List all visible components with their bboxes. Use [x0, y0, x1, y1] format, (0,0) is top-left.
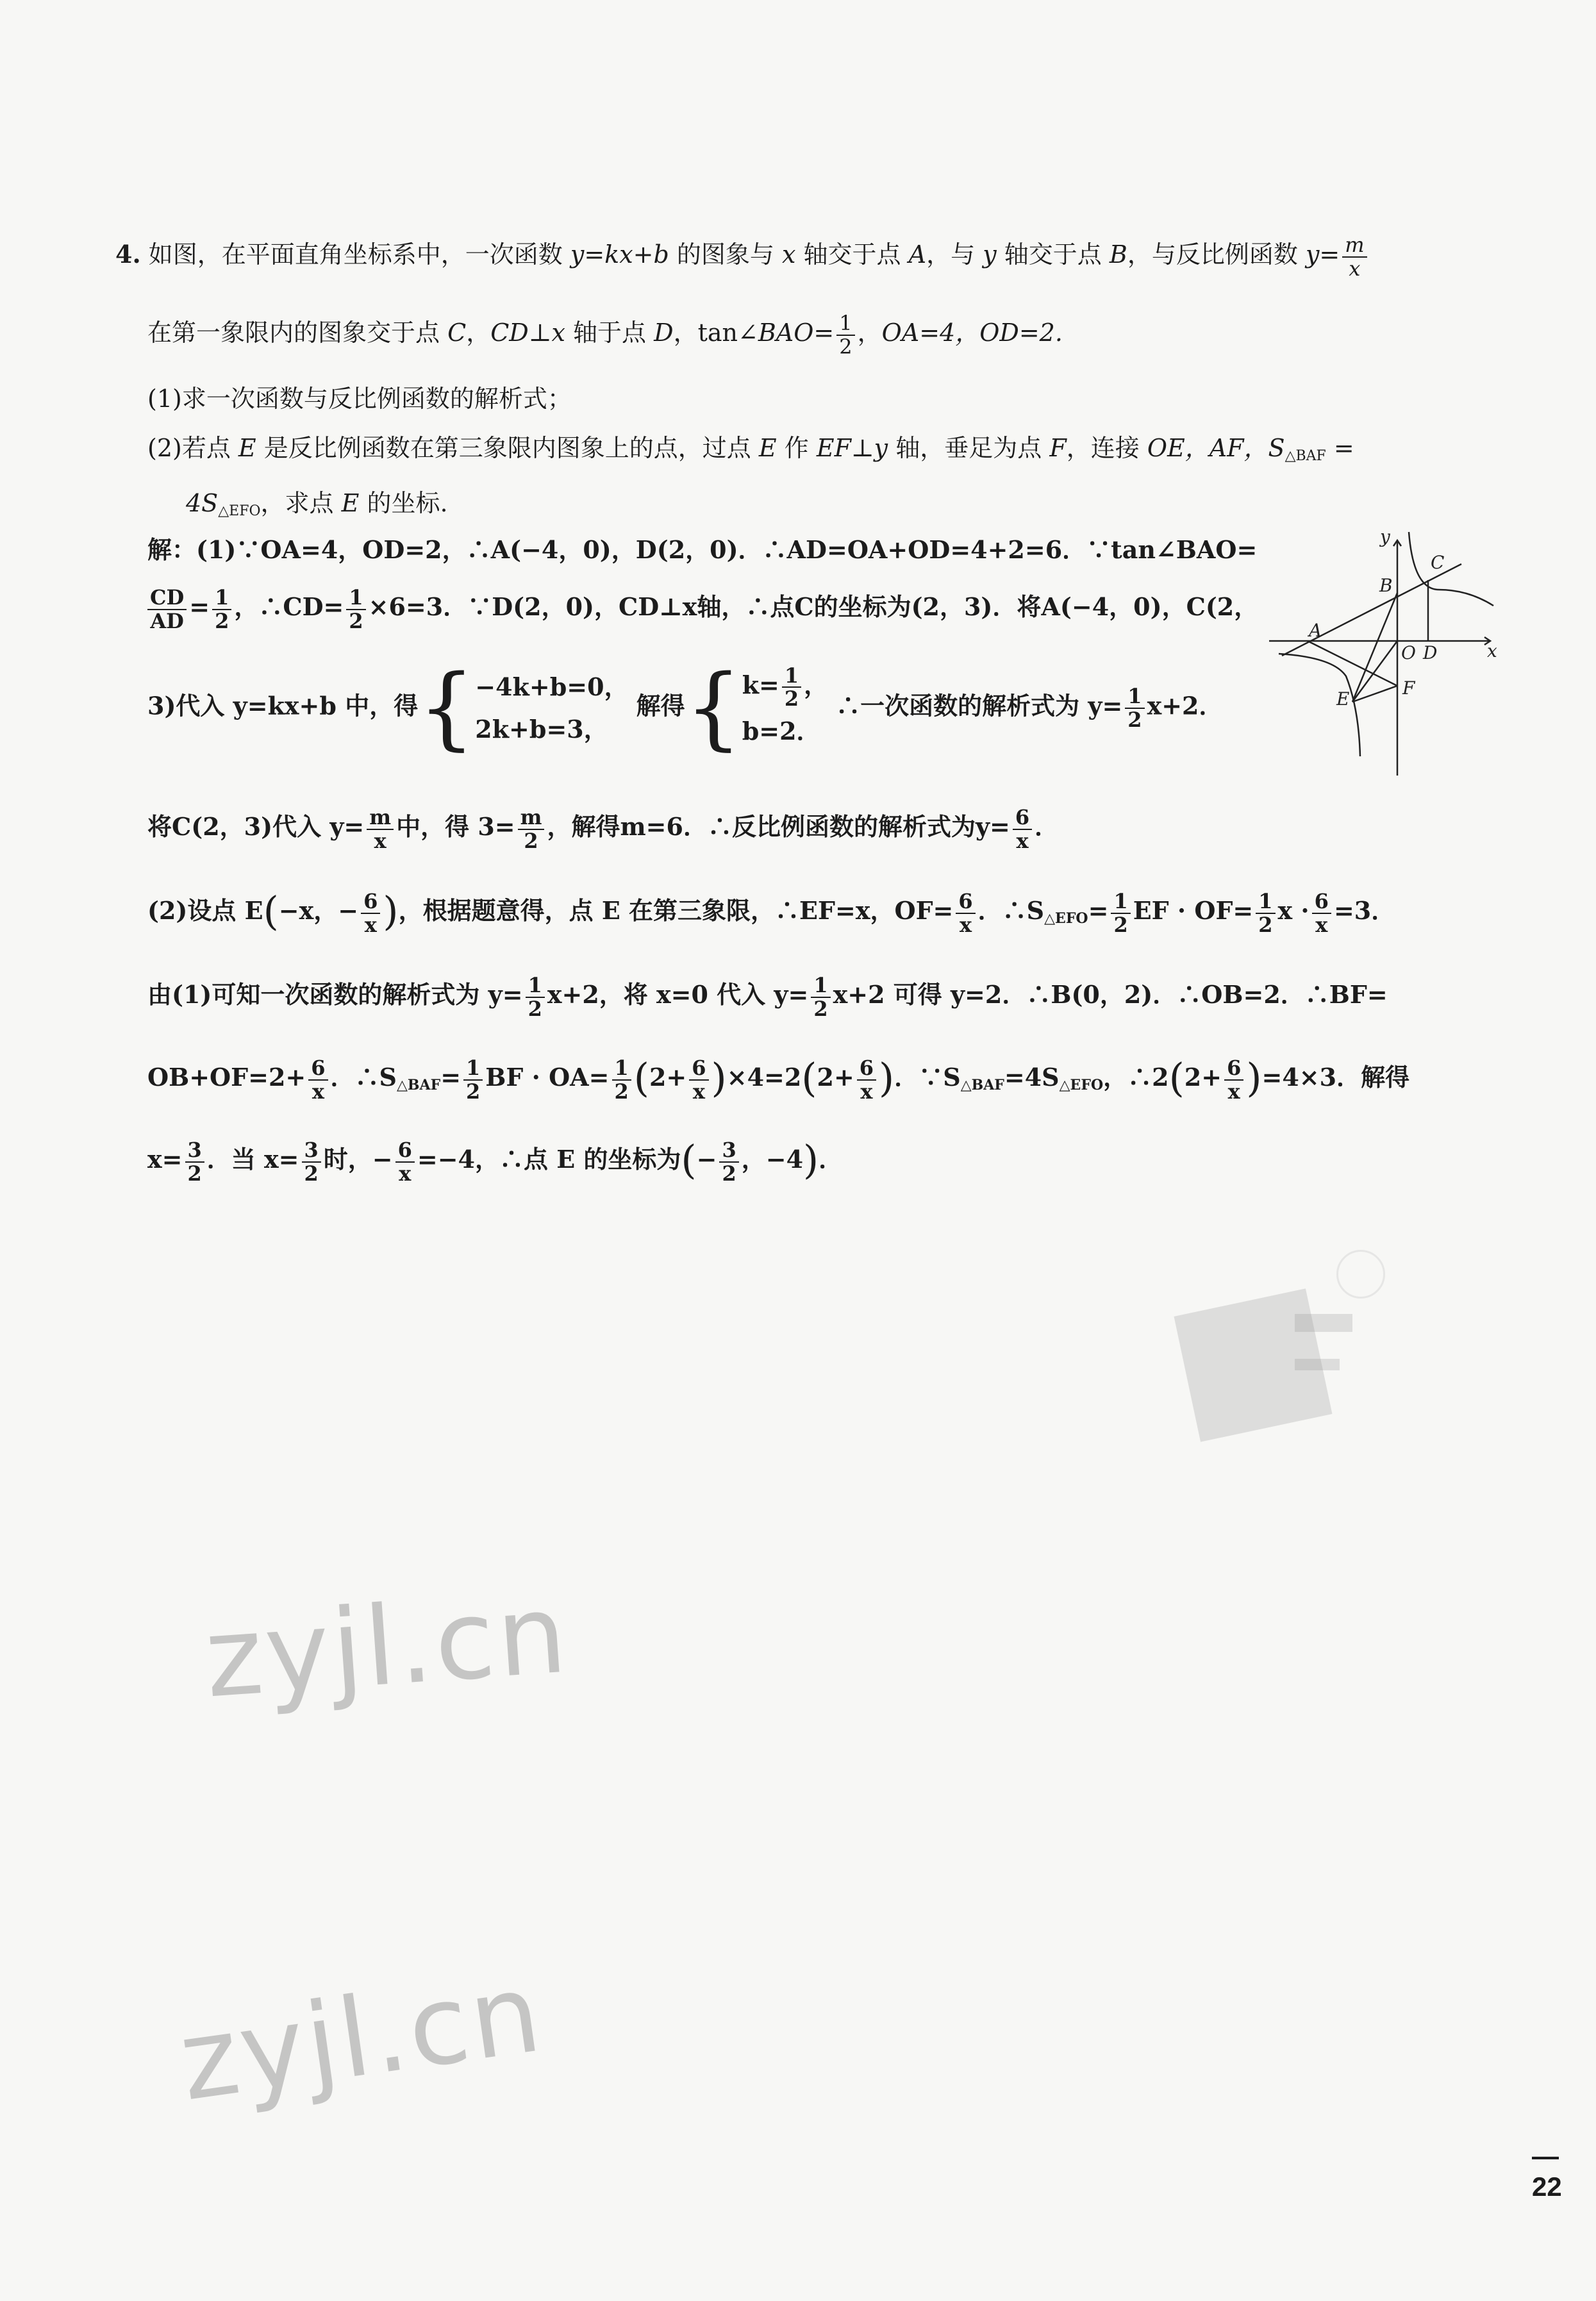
- subscript: △EFO: [218, 503, 261, 519]
- numerator: CD: [147, 586, 187, 610]
- fraction: [612, 1057, 631, 1102]
- equation: 2k+b=3，: [475, 715, 608, 743]
- text: ．∵S: [894, 1063, 961, 1092]
- paren: ): [711, 1054, 727, 1101]
- label-x: x: [1487, 640, 1497, 661]
- numerator: 6: [1224, 1057, 1243, 1081]
- denominator: 2: [1127, 708, 1142, 732]
- solution-line-2: [147, 586, 1258, 632]
- solution-line-8: x= $\frac{3}{2}$ ．当 x= $\frac{3}{2}$ 时，− $\frac{6}{x}$ =−4，∴点 E 的坐标为(− $\frac{3}{2}$ ，−4)．: [147, 1136, 844, 1186]
- paren: (: [801, 1054, 817, 1101]
- fraction: [1111, 890, 1130, 936]
- denominator: 2: [466, 1079, 481, 1104]
- subscript: △EFO: [1059, 1077, 1104, 1093]
- paren: ): [1246, 1054, 1262, 1101]
- math: y=kx+b: [570, 240, 669, 269]
- text: EF · OF=: [1133, 896, 1254, 925]
- equation: k= $\frac{1}{2}$ ，: [742, 663, 829, 711]
- equation: −4k+b=0，: [475, 672, 629, 701]
- solution-system: [742, 664, 828, 753]
- label-b: B: [1379, 575, 1393, 596]
- denominator: x: [1315, 912, 1328, 937]
- denominator: 2: [187, 1161, 202, 1186]
- math: x: [551, 319, 565, 347]
- numerator: m: [1342, 234, 1367, 258]
- math: OA=4，OD=2.: [881, 319, 1063, 347]
- text: −x，−: [278, 896, 359, 925]
- math: y=: [1305, 240, 1340, 269]
- denominator: 2: [524, 828, 538, 853]
- denominator: 2: [1258, 912, 1273, 937]
- solution-line-3: [147, 656, 1224, 760]
- fraction: [782, 665, 801, 710]
- coordinate-figure: [1269, 529, 1500, 779]
- text: =: [1088, 896, 1109, 925]
- fraction: [212, 586, 231, 632]
- numerator: 3: [185, 1139, 204, 1163]
- text: ，−4: [741, 1145, 804, 1174]
- subscript: △BAF: [960, 1077, 1004, 1093]
- text: 由(1)可知一次函数的解析式为 y=: [147, 980, 523, 1009]
- segment-be: [1352, 593, 1397, 702]
- fraction: [185, 1139, 204, 1184]
- scan-smudge: [1295, 1359, 1340, 1370]
- text: =3．: [1333, 896, 1396, 925]
- equation-system: [475, 666, 628, 751]
- text: x+2．: [1147, 691, 1224, 720]
- text: 轴交于点: [1004, 240, 1102, 269]
- text: ，解得m=6．∴反比例函数的解析式为y=: [547, 812, 1010, 842]
- fraction: [956, 890, 975, 936]
- question-1: [147, 385, 572, 414]
- text: =: [189, 592, 210, 622]
- denominator: 2: [722, 1161, 736, 1186]
- fraction: [857, 1057, 876, 1102]
- paren: (: [263, 888, 279, 935]
- text: 在第一象限内的图象交于点: [147, 319, 440, 347]
- numerator: m: [518, 806, 545, 830]
- math: E: [758, 434, 777, 462]
- numerator: 1: [836, 312, 854, 336]
- text: 轴于点: [573, 319, 647, 347]
- text: ×4=2: [726, 1063, 802, 1092]
- page-number: — 22: [1532, 2141, 1562, 2202]
- fraction: [463, 1057, 483, 1102]
- watermark: zyjl.cn: [172, 1949, 551, 2126]
- equation: b=2．: [742, 716, 821, 745]
- denominator: x: [312, 1079, 324, 1104]
- text: ，根据题意得，点 E 在第三象限，∴EF=x，OF=: [398, 896, 954, 925]
- label-y: y: [1380, 529, 1390, 547]
- fraction: [1342, 234, 1367, 279]
- denominator: x: [374, 828, 387, 853]
- text: ∴一次函数的解析式为 y=: [836, 691, 1123, 720]
- denominator: 2: [304, 1161, 319, 1186]
- fraction: [719, 1139, 738, 1184]
- solution-line-4: [147, 806, 1059, 852]
- denominator: x: [364, 912, 377, 937]
- denominator: 2: [839, 334, 852, 359]
- text: x=: [147, 1145, 183, 1174]
- numerator: 1: [782, 665, 801, 688]
- text: 中，得 3=: [396, 812, 515, 842]
- numerator: 6: [1013, 806, 1032, 830]
- question-2-line-1: [147, 434, 1354, 465]
- fraction: [836, 312, 854, 358]
- math: BAO: [758, 319, 814, 347]
- numerator: 1: [1256, 890, 1275, 914]
- text: =−4，∴点 E 的坐标为: [417, 1145, 681, 1174]
- text: 3)代入 y=kx+b 中，得: [147, 691, 419, 720]
- denominator: 2: [349, 608, 363, 633]
- text: BF · OA=: [485, 1063, 610, 1092]
- scan-smudge: [1295, 1314, 1352, 1332]
- paren: ): [383, 888, 399, 935]
- label-f: F: [1402, 677, 1415, 699]
- text: 如图，在平面直角坐标系中，一次函数: [148, 240, 563, 269]
- fraction: [302, 1139, 321, 1184]
- math: x: [782, 240, 796, 269]
- text: ，连接: [1066, 434, 1140, 462]
- numerator: m: [367, 806, 394, 830]
- math: C: [447, 319, 467, 347]
- denominator: x: [399, 1161, 411, 1186]
- text: k=: [742, 670, 779, 699]
- text: ，∴2: [1103, 1063, 1169, 1092]
- denominator: AD: [150, 608, 184, 633]
- numerator: 1: [1125, 685, 1144, 709]
- label-a: A: [1309, 620, 1322, 641]
- math: E: [341, 489, 360, 517]
- math: EF⊥: [816, 434, 874, 462]
- text: (2)设点 E: [147, 896, 263, 925]
- numerator: 6: [956, 890, 975, 914]
- math: CD⊥: [490, 319, 552, 347]
- text: (2)若点: [147, 434, 231, 462]
- segment-af: [1308, 641, 1397, 686]
- denominator: 2: [528, 996, 542, 1021]
- numerator: 6: [308, 1057, 328, 1081]
- numerator: 6: [1312, 890, 1331, 914]
- fraction: [1312, 890, 1331, 936]
- fraction: [1224, 1057, 1243, 1102]
- denominator: x: [1349, 256, 1361, 281]
- fraction: [811, 974, 830, 1020]
- solution-line-5: [147, 888, 1395, 936]
- denominator: x: [860, 1079, 873, 1104]
- math: OE，AF，S: [1147, 434, 1285, 462]
- math: B: [1109, 240, 1127, 269]
- math: D: [654, 319, 674, 347]
- text: =4×3．解得: [1261, 1063, 1410, 1092]
- segment-oe: [1352, 641, 1397, 702]
- problem-number: 4.: [115, 240, 141, 269]
- fraction: [395, 1139, 415, 1184]
- text: =: [813, 319, 835, 347]
- fraction: [689, 1057, 708, 1102]
- scan-smudge: [1336, 1250, 1385, 1299]
- denominator: x: [1227, 1079, 1240, 1104]
- numerator: 1: [1111, 890, 1130, 914]
- solution-line-7: [147, 1054, 1409, 1102]
- fraction: [1125, 685, 1144, 731]
- text: 2+: [817, 1063, 854, 1092]
- math: F: [1049, 434, 1067, 462]
- text: OB+OF=2+: [147, 1063, 306, 1092]
- math: 4S: [186, 489, 219, 517]
- math: y: [983, 240, 997, 269]
- text: ．∴S: [977, 896, 1045, 925]
- fraction: [367, 806, 394, 852]
- text: 将C(2，3)代入 y=: [147, 812, 365, 842]
- paren: (: [681, 1136, 697, 1183]
- label-d: D: [1423, 642, 1438, 663]
- text: 作: [784, 434, 809, 462]
- text: x+2，将 x=0 代入 y=: [547, 980, 809, 1009]
- denominator: x: [692, 1079, 705, 1104]
- numerator: 1: [612, 1057, 631, 1081]
- math: E: [238, 434, 256, 462]
- text: 解：(1)∵OA=4，OD=2，∴A(−4，0)，D(2，0)．∴AD=OA+OD=4+2=6．∵tan∠BAO=: [147, 535, 1258, 564]
- numerator: 1: [811, 974, 830, 998]
- paren: (: [1168, 1054, 1185, 1101]
- solution-line-1: [147, 535, 1257, 565]
- denominator: 2: [784, 686, 799, 711]
- text: ，: [466, 319, 491, 347]
- solution-line-6: [147, 974, 1388, 1020]
- text: ．: [1035, 812, 1060, 842]
- text: −: [696, 1145, 717, 1174]
- fraction: [361, 890, 380, 936]
- fraction: [1256, 890, 1275, 936]
- problem-line-1: [115, 234, 1370, 279]
- text: ，∴CD=: [234, 592, 344, 622]
- denominator: 2: [1113, 912, 1128, 937]
- text: 时，−: [323, 1145, 393, 1174]
- text: =4S: [1004, 1063, 1060, 1092]
- text: (1)求一次函数与反比例函数的解析式；: [147, 385, 572, 413]
- paren: ): [803, 1136, 819, 1183]
- text: 是反比例函数在第三象限内图象上的点，过点: [263, 434, 751, 462]
- numerator: 3: [302, 1139, 321, 1163]
- math: A: [908, 240, 927, 269]
- text: ，与反比例函数: [1127, 240, 1298, 269]
- subscript: △BAF: [396, 1077, 441, 1093]
- numerator: 1: [526, 974, 545, 998]
- numerator: 3: [719, 1139, 738, 1163]
- numerator: 6: [857, 1057, 876, 1081]
- label-o: O: [1401, 642, 1416, 663]
- text: ，与: [926, 240, 976, 269]
- fraction: [1013, 806, 1032, 852]
- denominator: x: [960, 912, 972, 937]
- denominator: x: [1016, 828, 1029, 853]
- subscript: △EFO: [1044, 910, 1088, 927]
- problem-line-2: [147, 312, 1063, 358]
- text: ，tan∠: [673, 319, 758, 347]
- question-2-line-2: [186, 489, 448, 520]
- text: 解得: [636, 691, 685, 720]
- denominator: 2: [614, 1079, 629, 1104]
- numerator: 6: [361, 890, 380, 914]
- text: =: [1326, 434, 1354, 462]
- numerator: 6: [689, 1057, 708, 1081]
- text: ．∴S: [330, 1063, 397, 1092]
- subscript: △BAF: [1284, 448, 1326, 464]
- label-e: E: [1336, 688, 1350, 710]
- paren: ): [879, 1054, 895, 1101]
- text: x+2 可得 y=2．∴B(0，2)．∴OB=2．∴BF=: [833, 980, 1388, 1009]
- numerator: 1: [212, 586, 231, 610]
- text: 轴交于点: [803, 240, 901, 269]
- fraction: [147, 586, 187, 632]
- denominator: 2: [215, 608, 229, 633]
- text: ，求点: [260, 489, 334, 517]
- text: =: [440, 1063, 461, 1092]
- text: ．当 x=: [206, 1145, 299, 1174]
- text: 2+: [649, 1063, 687, 1092]
- fraction: [308, 1057, 328, 1102]
- fraction: [526, 974, 545, 1020]
- text: 2+: [1184, 1063, 1222, 1092]
- fraction: [518, 806, 545, 852]
- paren: (: [633, 1054, 649, 1101]
- math: y: [874, 434, 888, 462]
- text: 的图象与: [676, 240, 774, 269]
- text: 的坐标.: [367, 489, 448, 517]
- left-brace: {: [418, 656, 476, 760]
- numerator: 1: [463, 1057, 483, 1081]
- numerator: 1: [346, 586, 365, 610]
- denominator: 2: [813, 996, 828, 1021]
- fraction: [346, 586, 365, 632]
- text: 轴，垂足为点: [895, 434, 1042, 462]
- watermark: zyjl.cn: [201, 1570, 573, 1723]
- numerator: 6: [395, 1139, 415, 1163]
- text: ×6=3．∵D(2，0)，CD⊥x轴，∴点C的坐标为(2，3)．将A(−4，0)，C(2，: [368, 592, 1259, 622]
- text: x ·: [1277, 896, 1309, 925]
- text: ，: [857, 319, 882, 347]
- left-brace: {: [685, 656, 742, 760]
- label-c: C: [1431, 552, 1445, 573]
